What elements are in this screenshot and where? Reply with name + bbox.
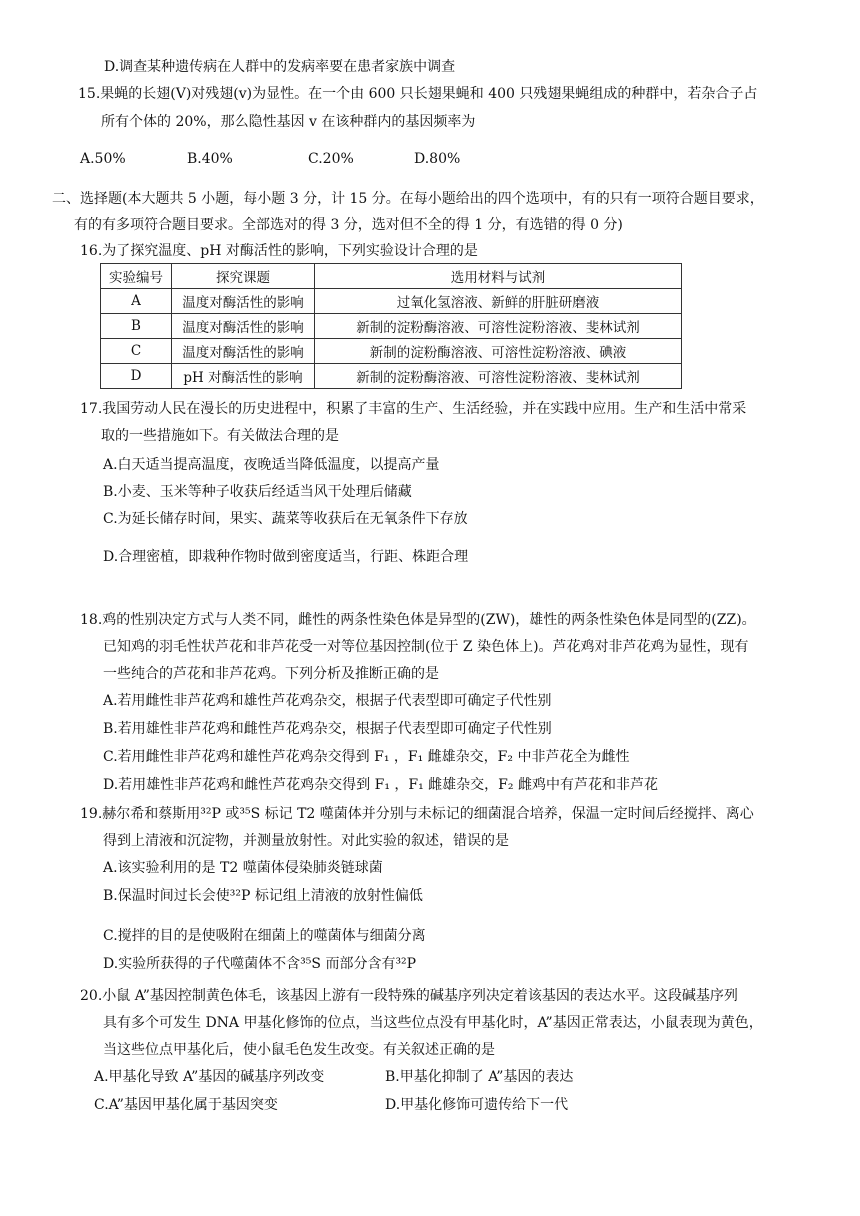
q16-experiment-table: [100, 263, 682, 389]
q19-stem-line1: 19.赫尔希和蔡斯用³²P 或³⁵S 标记 T2 噬菌体并分别与未标记的细菌混合培养，保温一定时间后经搅拌、离心: [80, 806, 754, 822]
q15-option-a: A.50%: [80, 151, 126, 167]
q19-stem-line2: 得到上清液和沉淀物，并测量放射性。对此实验的叙述，错误的是: [103, 833, 509, 849]
table-header-cell: 探究课题: [172, 264, 315, 289]
q19-option-d: D.实验所获得的子代噬菌体不含³⁵S 而部分含有³²P: [103, 956, 417, 972]
table-row: [101, 289, 682, 314]
section2-instructions-line1: 二、选择题(本大题共 5 小题，每小题 3 分，计 15 分。在每小题给出的四个选项中，有的只有一项符合题目要求，: [52, 191, 764, 207]
table-cell: pH 对酶活性的影响: [172, 364, 315, 389]
q16-stem: 16.为了探究温度、pH 对酶活性的影响，下列实验设计合理的是: [80, 243, 478, 259]
q15-option-d: D.80%: [414, 151, 461, 167]
table-header-cell: 实验编号: [101, 264, 172, 289]
q18-stem-line3: 一些纯合的芦花和非芦花鸡。下列分析及推断正确的是: [103, 666, 439, 682]
q18-option-b: B.若用雄性非芦花鸡和雌性芦花鸡杂交，根据子代表型即可确定子代性别: [103, 721, 552, 737]
section2-instructions-line2: 有的有多项符合题目要求。全部选对的得 3 分，选对但不全的得 1 分，有选错的得 0 分): [74, 217, 623, 233]
q20-stem-line1: 20.小鼠 A”基因控制黄色体毛，该基因上游有一段特殊的碱基序列决定着该基因的表达水平。这段碱基序列: [80, 988, 738, 1004]
q18-stem-line1: 18.鸡的性别决定方式与人类不同，雌性的两条性染色体是异型的(ZW)，雄性的两条性染色体是同型的(ZZ)。: [80, 612, 756, 628]
q19-option-a: A.该实验利用的是 T2 噬菌体侵染肺炎链球菌: [103, 860, 383, 876]
q17-stem-line1: 17.我国劳动人民在漫长的历史进程中，积累了丰富的生产、生活经验，并在实践中应用。生产和生活中常采: [80, 401, 747, 417]
q14-option-d: D.调查某种遗传病在人群中的发病率要在患者家族中调查: [104, 59, 456, 75]
q15-stem-line2: 所有个体的 20%，那么隐性基因 v 在该种群内的基因频率为: [101, 114, 476, 130]
table-cell: D: [101, 364, 172, 389]
q20-option-b: B.甲基化抑制了 A”基因的表达: [385, 1069, 574, 1085]
q20-option-d: D.甲基化修饰可遗传给下一代: [385, 1097, 569, 1113]
table-header-cell: 选用材料与试剂: [315, 264, 682, 289]
table-cell: B: [101, 314, 172, 339]
q15-stem-line1: 15.果蝇的长翅(V)对残翅(v)为显性。在一个由 600 只长翅果蝇和 400 只残翅果蝇组成的种群中，若杂合子占: [78, 86, 758, 102]
table-header-row: [101, 264, 682, 289]
q18-option-c: C.若用雌性非芦花鸡和雄性芦花鸡杂交得到 F₁ ，F₁ 雌雄杂交，F₂ 中非芦花全为雌性: [103, 749, 630, 765]
q18-option-a: A.若用雌性非芦花鸡和雄性芦花鸡杂交，根据子代表型即可确定子代性别: [103, 693, 552, 709]
q15-option-c: C.20%: [308, 151, 354, 167]
q15-option-b: B.40%: [187, 151, 233, 167]
table-cell: 温度对酶活性的影响: [172, 339, 315, 364]
q20-stem-line2: 具有多个可发生 DNA 甲基化修饰的位点，当这些位点没有甲基化时，A”基因正常表达，小鼠表现为黄色，: [103, 1015, 763, 1031]
table-row: [101, 314, 682, 339]
q17-option-d: D.合理密植，即栽种作物时做到密度适当，行距、株距合理: [103, 549, 469, 565]
table-cell: 新制的淀粉酶溶液、可溶性淀粉溶液、斐林试剂: [315, 364, 682, 389]
q18-stem-line2: 已知鸡的羽毛性状芦花和非芦花受一对等位基因控制(位于 Z 染色体上)。芦花鸡对非芦花鸡为显性，现有: [103, 639, 749, 655]
table-row: [101, 364, 682, 389]
q17-option-c: C.为延长储存时间，果实、蔬菜等收获后在无氧条件下存放: [103, 511, 468, 527]
q17-option-b: B.小麦、玉米等种子收获后经适当风干处理后储藏: [103, 484, 412, 500]
q20-option-c: C.A”基因甲基化属于基因突变: [94, 1097, 278, 1113]
q19-option-c: C.搅拌的目的是使吸附在细菌上的噬菌体与细菌分离: [103, 928, 426, 944]
q17-option-a: A.白天适当提高温度，夜晚适当降低温度，以提高产量: [103, 457, 440, 473]
table-cell: A: [101, 289, 172, 314]
q18-option-d: D.若用雄性非芦花鸡和雌性芦花鸡杂交得到 F₁ ，F₁ 雌雄杂交，F₂ 雌鸡中有芦花和非芦花: [103, 777, 658, 793]
q17-stem-line2: 取的一些措施如下。有关做法合理的是: [101, 428, 339, 444]
table-cell: 温度对酶活性的影响: [172, 314, 315, 339]
table-row: [101, 339, 682, 364]
q20-option-a: A.甲基化导致 A”基因的碱基序列改变: [94, 1069, 325, 1085]
q20-stem-line3: 当这些位点甲基化后，使小鼠毛色发生改变。有关叙述正确的是: [103, 1042, 495, 1058]
table-cell: 过氧化氢溶液、新鲜的肝脏研磨液: [315, 289, 682, 314]
q19-option-b: B.保温时间过长会使³²P 标记组上清液的放射性偏低: [103, 888, 423, 904]
table-cell: 新制的淀粉酶溶液、可溶性淀粉溶液、斐林试剂: [315, 314, 682, 339]
table-cell: 温度对酶活性的影响: [172, 289, 315, 314]
table-cell: C: [101, 339, 172, 364]
table-cell: 新制的淀粉酶溶液、可溶性淀粉溶液、碘液: [315, 339, 682, 364]
